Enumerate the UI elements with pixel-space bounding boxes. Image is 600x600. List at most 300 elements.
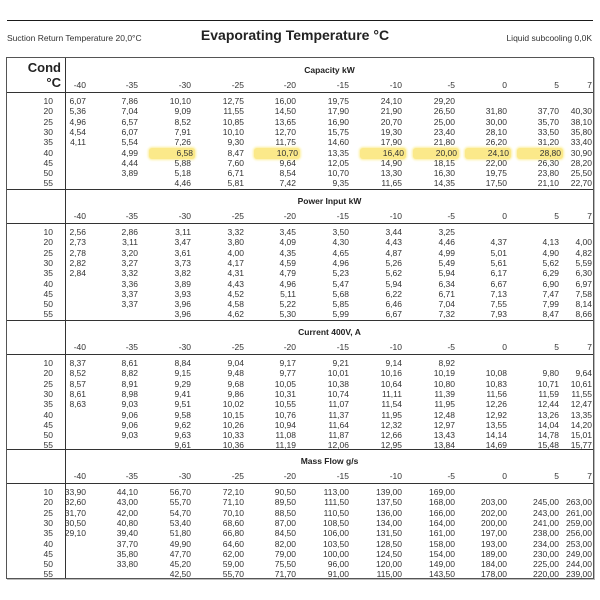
table-cell: 9,09: [174, 106, 191, 117]
table-cell: 12,92: [485, 409, 507, 420]
table-cell: 3,89: [121, 168, 138, 179]
evap-column-header: 7: [587, 471, 592, 481]
cond-value: 30: [43, 257, 53, 268]
table-cell: 14,35: [433, 178, 455, 189]
table-cell: 12,95: [380, 440, 402, 451]
table-cell: 75,50: [274, 559, 296, 570]
table-cell: 17,90: [327, 106, 349, 117]
table-cell: 5,23: [332, 268, 349, 279]
table-cell: 7,58: [575, 288, 592, 299]
table-cell: 6,97: [575, 278, 592, 289]
evap-column-header: -10: [389, 80, 402, 90]
section-separator: [7, 449, 593, 450]
table-cell: 24,10: [380, 96, 402, 106]
table-cell: 10,16: [380, 368, 402, 379]
table-cell: 7,13: [490, 288, 507, 299]
table-cell: 10,80: [433, 378, 455, 389]
table-cell: 10,94: [274, 419, 296, 430]
cond-value: 25: [43, 116, 53, 127]
table-cell: 3,93: [174, 288, 191, 299]
table-cell: 7,86: [121, 96, 138, 106]
table-cell: 13,65: [274, 116, 296, 127]
evap-column-header: -35: [125, 80, 138, 90]
table-cell: 71,70: [274, 569, 296, 580]
evap-column-header: -20: [283, 80, 296, 90]
table-cell: 241,00: [533, 517, 559, 528]
top-rule: [7, 20, 593, 21]
table-cell: 21,90: [380, 106, 402, 117]
evap-column-header: 5: [554, 471, 559, 481]
table-cell: 10,85: [222, 116, 244, 127]
evap-column-header: -40: [73, 211, 86, 221]
table-cell: 3,11: [175, 227, 191, 237]
cond-value: 30: [43, 126, 53, 137]
table-cell: 5,22: [279, 299, 296, 310]
table-cell: 193,00: [481, 538, 507, 549]
table-cell: 4,52: [227, 288, 244, 299]
table-cell: 12,47: [570, 399, 592, 410]
table-cell: 7,60: [227, 157, 244, 168]
table-cell: 243,00: [533, 507, 559, 518]
table-cell: 4,62: [227, 309, 244, 320]
table-cell: 9,77: [279, 368, 296, 379]
table-cell: 45,20: [169, 559, 191, 570]
table-cell: 12,44: [537, 399, 559, 410]
evap-column-header: -10: [389, 211, 402, 221]
table-cell: 115,00: [376, 569, 402, 580]
table-cell: 9,63: [174, 430, 191, 441]
table-cell: 7,04: [121, 106, 138, 117]
evap-column-header: -35: [125, 342, 138, 352]
table-cell: 21,80: [433, 137, 455, 148]
table-cell: 18,15: [433, 157, 455, 168]
table-cell: 4,43: [227, 278, 244, 289]
table-cell: 136,00: [376, 507, 402, 518]
evap-column-header: -5: [447, 211, 455, 221]
table-cell: 11,87: [328, 430, 349, 441]
highlighted-cell: 10,70: [254, 148, 300, 159]
table-cell: 4,30: [332, 237, 349, 248]
table-cell: 9,35: [332, 178, 349, 189]
header-rule: [7, 92, 593, 93]
table-cell: 7,91: [174, 126, 191, 137]
table-cell: 5,85: [332, 299, 349, 310]
evap-column-header: 5: [554, 80, 559, 90]
table-cell: 23,40: [433, 126, 455, 137]
table-cell: 3,25: [438, 227, 455, 237]
table-cell: 19,30: [380, 126, 402, 137]
cond-value: 40: [43, 409, 53, 420]
table-cell: 225,00: [533, 559, 559, 570]
evap-column-header: 0: [502, 80, 507, 90]
table-cell: 230,00: [533, 548, 559, 559]
table-cell: 14,04: [537, 419, 559, 430]
table-cell: 9,21: [332, 358, 349, 368]
table-cell: 53,40: [169, 517, 191, 528]
table-cell: 6,71: [227, 168, 244, 179]
table-cell: 11,95: [434, 399, 455, 410]
table-cell: 3,96: [174, 299, 191, 310]
table-cell: 106,00: [323, 528, 349, 539]
table-cell: 49,90: [169, 538, 191, 549]
cond-value: 50: [43, 430, 53, 441]
table-cell: 33,80: [116, 559, 138, 570]
table-cell: 6,67: [385, 309, 402, 320]
table-cell: 10,19: [433, 368, 455, 379]
table-cell: 6,07: [121, 126, 138, 137]
table-cell: 15,77: [570, 440, 592, 451]
table-cell: 3,32: [227, 227, 244, 237]
table-cell: 10,02: [222, 399, 244, 410]
table-cell: 4,54: [69, 126, 86, 137]
evap-column-header: -30: [178, 342, 191, 352]
table-cell: 64,60: [222, 538, 244, 549]
table-cell: 9,48: [227, 368, 244, 379]
cond-value: 55: [43, 440, 53, 451]
table-cell: 259,00: [566, 517, 592, 528]
table-cell: 3,37: [121, 299, 138, 310]
table-cell: 88,50: [274, 507, 296, 518]
table-cell: 31,70: [64, 507, 86, 518]
table-cell: 234,00: [533, 538, 559, 549]
table-cell: 10,08: [485, 368, 507, 379]
table-cell: 4,65: [332, 247, 349, 258]
section-separator: [7, 189, 593, 190]
cond-value: 35: [43, 137, 53, 148]
highlighted-cell: 28,80: [517, 148, 563, 159]
suction-return-label: Suction Return Temperature 20,0°C: [7, 33, 142, 43]
table-cell: 26,20: [485, 137, 507, 148]
table-cell: 26,30: [537, 157, 559, 168]
table-cell: 238,00: [533, 528, 559, 539]
table-cell: 137,50: [376, 497, 402, 508]
table-cell: 10,83: [485, 378, 507, 389]
table-cell: 23,80: [537, 168, 559, 179]
table-cell: 220,00: [533, 569, 559, 580]
table-cell: 184,00: [481, 559, 507, 570]
table-cell: 32,60: [64, 497, 86, 508]
table-cell: 20,70: [380, 116, 402, 127]
table-cell: 37,70: [537, 106, 559, 117]
table-cell: 9,61: [174, 440, 191, 451]
evap-column-header: 0: [502, 211, 507, 221]
table-cell: 6,17: [490, 268, 507, 279]
cond-value: 40: [43, 538, 53, 549]
table-cell: 8,57: [69, 378, 86, 389]
table-cell: 189,00: [481, 548, 507, 559]
table-cell: 4,00: [227, 247, 244, 258]
table-row: [7, 569, 593, 580]
table-cell: 79,00: [274, 548, 296, 559]
table-cell: 7,93: [490, 309, 507, 320]
table-cell: 39,40: [116, 528, 138, 539]
table-cell: 2,73: [69, 237, 86, 248]
header-rule: [7, 483, 593, 484]
table-cell: 9,86: [227, 388, 244, 399]
cond-value: 20: [43, 497, 53, 508]
table-cell: 51,80: [169, 528, 191, 539]
table-cell: 42,00: [116, 507, 138, 518]
table-cell: 168,00: [429, 497, 455, 508]
table-cell: 124,50: [376, 548, 402, 559]
table-cell: 6,71: [438, 288, 455, 299]
table-cell: 6,22: [385, 288, 402, 299]
table-cell: 253,00: [566, 538, 592, 549]
table-cell: 203,00: [481, 497, 507, 508]
table-cell: 30,90: [570, 147, 592, 158]
table-cell: 31,80: [485, 106, 507, 117]
table-cell: 9,17: [279, 358, 296, 368]
cond-value: 30: [43, 517, 53, 528]
table-cell: 56,70: [169, 487, 191, 497]
table-cell: 8,47: [227, 147, 244, 158]
table-cell: 202,00: [481, 507, 507, 518]
table-cell: 28,20: [570, 157, 592, 168]
page-title-text: Evaporating Temperature °C: [200, 27, 390, 43]
table-cell: 10,31: [274, 388, 296, 399]
table-cell: 3,37: [121, 288, 138, 299]
table-cell: 2,86: [121, 227, 138, 237]
highlighted-cell: 6,58: [149, 148, 195, 159]
table-cell: 17,50: [485, 178, 507, 189]
table-cell: 9,64: [575, 368, 592, 379]
table-cell: 110,50: [323, 507, 349, 518]
table-cell: 6,46: [385, 299, 402, 310]
table-cell: 4,44: [121, 157, 138, 168]
evap-column-header: -20: [283, 471, 296, 481]
table-cell: 4,90: [542, 247, 559, 258]
evap-column-header: -35: [125, 471, 138, 481]
table-cell: 10,10: [222, 126, 244, 137]
table-cell: 11,55: [223, 106, 244, 117]
table-cell: 10,01: [327, 368, 349, 379]
table-cell: 10,26: [222, 419, 244, 430]
table-cell: 16,30: [433, 168, 455, 179]
table-cell: 12,75: [222, 96, 244, 106]
header-rule: [7, 223, 593, 224]
table-cell: 10,33: [222, 430, 244, 441]
evap-column-header: -25: [231, 80, 244, 90]
table-cell: 14,90: [380, 157, 402, 168]
table-cell: 4,35: [279, 247, 296, 258]
table-cell: 13,30: [380, 168, 402, 179]
table-cell: 55,70: [222, 569, 244, 580]
table-cell: 5,99: [332, 309, 349, 320]
table-cell: 13,35: [327, 147, 349, 158]
table-cell: 14,20: [570, 419, 592, 430]
evap-column-header: 5: [554, 211, 559, 221]
cond-value: 55: [43, 309, 53, 320]
table-cell: 103,50: [323, 538, 349, 549]
table-cell: 3,73: [174, 257, 191, 268]
cond-value: 20: [43, 237, 53, 248]
table-cell: 7,32: [438, 309, 455, 320]
table-cell: 35,70: [537, 116, 559, 127]
table-cell: 71,10: [222, 497, 244, 508]
table-cell: 96,00: [327, 559, 349, 570]
table-cell: 139,00: [376, 487, 402, 497]
table-row: [7, 309, 593, 320]
table-cell: 2,84: [69, 268, 86, 279]
cond-value: 35: [43, 268, 53, 279]
evap-column-header: 0: [502, 471, 507, 481]
table-cell: 29,20: [433, 96, 455, 106]
table-cell: 158,00: [429, 538, 455, 549]
table-cell: 13,55: [485, 419, 507, 430]
section-separator: [7, 320, 593, 321]
cond-value: 10: [43, 358, 53, 368]
table-cell: 9,04: [227, 358, 244, 368]
table-cell: 40,30: [570, 106, 592, 117]
table-cell: 30,00: [485, 116, 507, 127]
table-cell: 3,45: [279, 227, 296, 237]
table-cell: 47,70: [169, 548, 191, 559]
table-cell: 8,82: [121, 368, 138, 379]
cond-value: 20: [43, 368, 53, 379]
evap-column-header: 7: [587, 211, 592, 221]
table-cell: 7,99: [542, 299, 559, 310]
table-cell: 3,27: [121, 257, 138, 268]
evap-column-header: -10: [389, 342, 402, 352]
table-cell: 90,50: [274, 487, 296, 497]
table-cell: 5,68: [332, 288, 349, 299]
table-cell: 59,00: [222, 559, 244, 570]
section-title: Current 400V, A: [298, 327, 361, 337]
table-cell: 10,64: [380, 378, 402, 389]
header-rule: [7, 354, 593, 355]
table-cell: 161,00: [429, 528, 455, 539]
table-cell: 249,00: [566, 548, 592, 559]
table-cell: 2,78: [69, 247, 86, 258]
table-cell: 6,67: [490, 278, 507, 289]
table-cell: 14,69: [485, 440, 507, 451]
table-cell: 11,39: [434, 388, 455, 399]
table-cell: 16,00: [274, 96, 296, 106]
table-cell: 4,43: [385, 237, 402, 248]
table-cell: 10,05: [274, 378, 296, 389]
table-cell: 244,00: [566, 559, 592, 570]
table-cell: 7,26: [174, 137, 191, 148]
evap-column-header: -25: [231, 471, 244, 481]
table-cell: 8,61: [69, 388, 86, 399]
table-cell: 3,61: [174, 247, 191, 258]
table-cell: 38,10: [570, 116, 592, 127]
table-cell: 11,56: [486, 388, 507, 399]
table-cell: 6,29: [542, 268, 559, 279]
table-cell: 8,54: [279, 168, 296, 179]
table-cell: 89,50: [274, 497, 296, 508]
table-cell: 8,98: [121, 388, 138, 399]
table-cell: 14,60: [327, 137, 349, 148]
table-cell: 4,79: [279, 268, 296, 279]
cond-header-line1: Cond: [27, 60, 61, 75]
table-cell: 12,66: [380, 430, 402, 441]
table-cell: 10,70: [327, 168, 349, 179]
table-cell: 55,70: [169, 497, 191, 508]
table-cell: 8,47: [542, 309, 559, 320]
table-cell: 8,91: [121, 378, 138, 389]
table-cell: 5,30: [279, 309, 296, 320]
table-cell: 256,00: [566, 528, 592, 539]
table-cell: 111,50: [324, 497, 349, 508]
cond-value: 45: [43, 548, 53, 559]
table-cell: 10,76: [274, 409, 296, 420]
table-cell: 10,10: [169, 96, 191, 106]
section-title: Mass Flow g/s: [300, 456, 359, 466]
table-cell: 5,94: [438, 268, 455, 279]
table-cell: 12,97: [433, 419, 455, 430]
table-cell: 9,58: [174, 409, 191, 420]
table-cell: 154,00: [429, 548, 455, 559]
table-cell: 12,70: [274, 126, 296, 137]
table-cell: 4,31: [227, 268, 244, 279]
cond-value: 45: [43, 419, 53, 430]
highlighted-cell: 16,40: [360, 148, 406, 159]
evap-column-header: -5: [447, 80, 455, 90]
table-cell: 8,52: [69, 368, 86, 379]
table-cell: 245,00: [533, 497, 559, 508]
table-cell: 15,75: [327, 126, 349, 137]
cond-value: 45: [43, 157, 53, 168]
table-cell: 14,14: [485, 430, 507, 441]
table-cell: 11,19: [275, 440, 296, 451]
evap-column-header: -15: [336, 471, 349, 481]
table-cell: 14,50: [274, 106, 296, 117]
table-cell: 10,36: [222, 440, 244, 451]
table-cell: 22,70: [570, 178, 592, 189]
table-cell: 5,62: [542, 257, 559, 268]
evap-column-header: -40: [73, 342, 86, 352]
table-cell: 11,64: [328, 419, 349, 430]
table-cell: 10,55: [274, 399, 296, 410]
table-cell: 11,59: [538, 388, 559, 399]
cond-value: 10: [43, 487, 53, 497]
evap-column-header: -30: [178, 211, 191, 221]
cond-value: 35: [43, 528, 53, 539]
cond-value: 20: [43, 106, 53, 117]
table-cell: 10,61: [570, 378, 592, 389]
table-cell: 66,80: [222, 528, 244, 539]
highlighted-cell: 24,10: [465, 148, 511, 159]
table-row: [7, 178, 593, 189]
table-cell: 11,95: [381, 409, 402, 420]
table-cell: 35,80: [570, 126, 592, 137]
table-cell: 4,46: [174, 178, 191, 189]
table-cell: 5,01: [490, 247, 507, 258]
evap-column-header: -5: [447, 342, 455, 352]
table-cell: 149,00: [429, 559, 455, 570]
table-cell: 4,46: [438, 237, 455, 248]
evap-column-header: -5: [447, 471, 455, 481]
table-cell: 3,47: [174, 237, 191, 248]
table-cell: 169,00: [429, 487, 455, 497]
evap-column-header: -40: [73, 80, 86, 90]
table-cell: 113,00: [323, 487, 349, 497]
cond-header-line2: °C: [46, 75, 61, 90]
table-cell: 7,04: [438, 299, 455, 310]
table-cell: 54,70: [169, 507, 191, 518]
table-cell: 4,96: [69, 116, 86, 127]
table-cell: 8,37: [69, 358, 86, 368]
table-cell: 6,34: [438, 278, 455, 289]
table-cell: 4,99: [438, 247, 455, 258]
table-cell: 19,75: [485, 168, 507, 179]
table-cell: 178,00: [481, 569, 507, 580]
table-cell: 143,50: [429, 569, 455, 580]
table-cell: 4,96: [279, 278, 296, 289]
table-cell: 4,09: [279, 237, 296, 248]
evap-column-header: -15: [336, 342, 349, 352]
